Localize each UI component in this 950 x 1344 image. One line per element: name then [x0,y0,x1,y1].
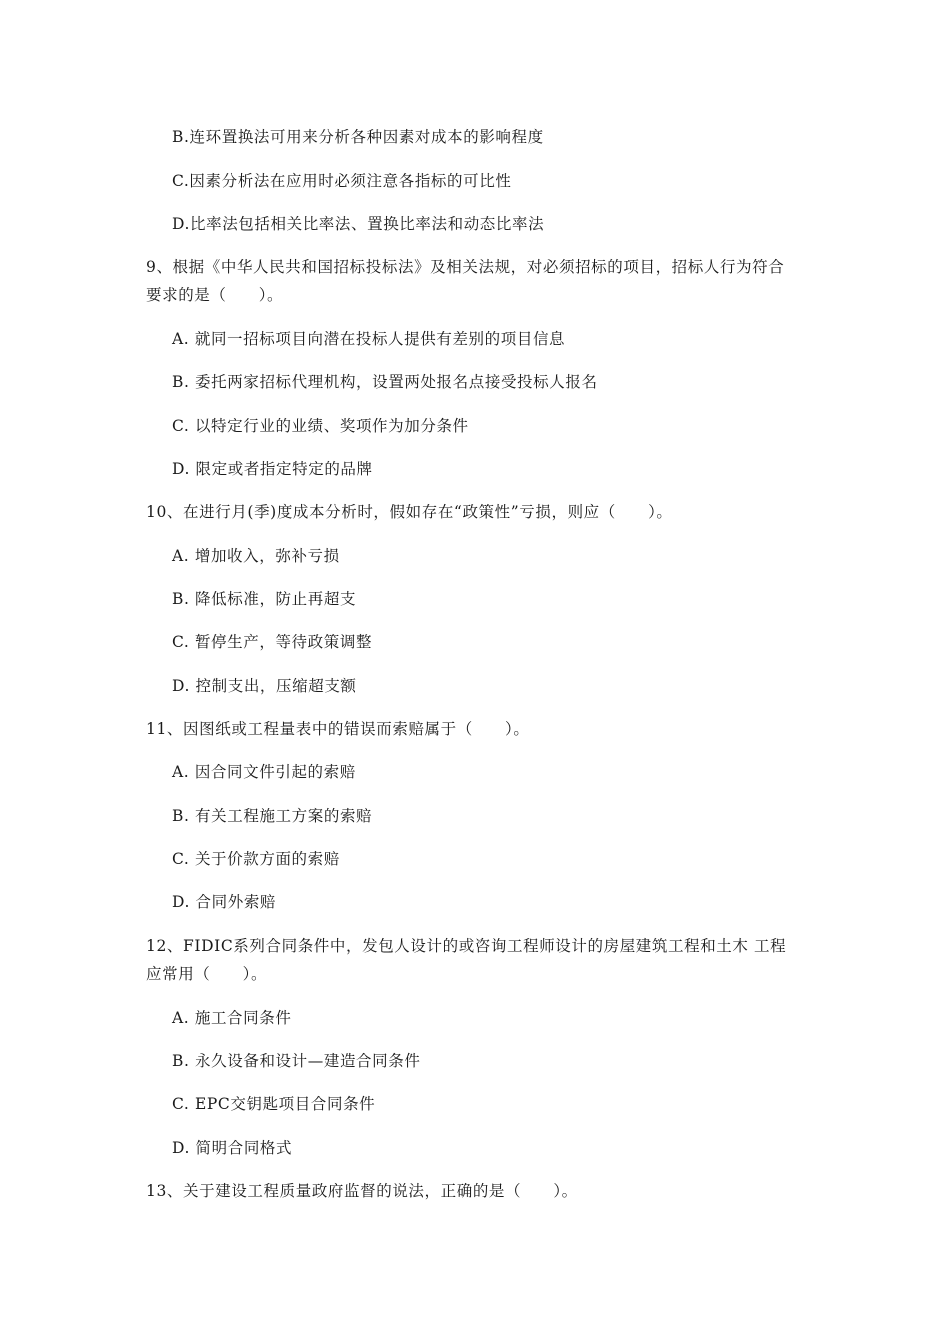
option-9c: C. 以特定行业的业绩、奖项作为加分条件 [172,417,469,435]
question-10: 10、在进行月(季)度成本分析时，假如存在“政策性”亏损，则应（ ）。 [146,503,673,521]
option-12c: C. EPC交钥匙项目合同条件 [172,1095,376,1113]
question-11: 11、因图纸或工程量表中的错误而索赔属于（ ）。 [146,720,530,738]
option-11b: B. 有关工程施工方案的索赔 [172,807,373,825]
option-8d: D.比率法包括相关比率法、置换比率法和动态比率法 [172,215,545,233]
question-12-continued: 应常用（ ）。 [146,965,268,983]
option-10c: C. 暂停生产，等待政策调整 [172,633,373,651]
option-11a: A. 因合同文件引起的索赔 [172,763,356,781]
option-12d: D. 简明合同格式 [172,1139,293,1157]
question-9: 9、根据《中华人民共和国招标投标法》及相关法规，对必须招标的项目，招标人行为符合 [146,258,785,276]
option-11d: D. 合同外索赔 [172,893,277,911]
option-10a: A. 增加收入，弥补亏损 [172,547,340,565]
option-10d: D. 控制支出，压缩超支额 [172,677,357,695]
option-12a: A. 施工合同条件 [172,1009,292,1027]
question-13: 13、关于建设工程质量政府监督的说法，正确的是（ ）。 [146,1182,578,1200]
option-11c: C. 关于价款方面的索赔 [172,850,340,868]
question-9-continued: 要求的是（ ）。 [146,286,284,304]
option-8b: B.连环置换法可用来分析各种因素对成本的影响程度 [172,128,544,146]
option-8c: C.因素分析法在应用时必须注意各指标的可比性 [172,172,512,190]
question-12: 12、FIDIC系列合同条件中，发包人设计的或咨询工程师设计的房屋建筑工程和土木 工程 [146,937,787,955]
option-10b: B. 降低标准，防止再超支 [172,590,357,608]
option-12b: B. 永久设备和设计—建造合同条件 [172,1052,421,1070]
option-9a: A. 就同一招标项目向潜在投标人提供有差别的项目信息 [172,330,566,348]
option-9b: B. 委托两家招标代理机构，设置两处报名点接受投标人报名 [172,373,598,391]
option-9d: D. 限定或者指定特定的品牌 [172,460,373,478]
